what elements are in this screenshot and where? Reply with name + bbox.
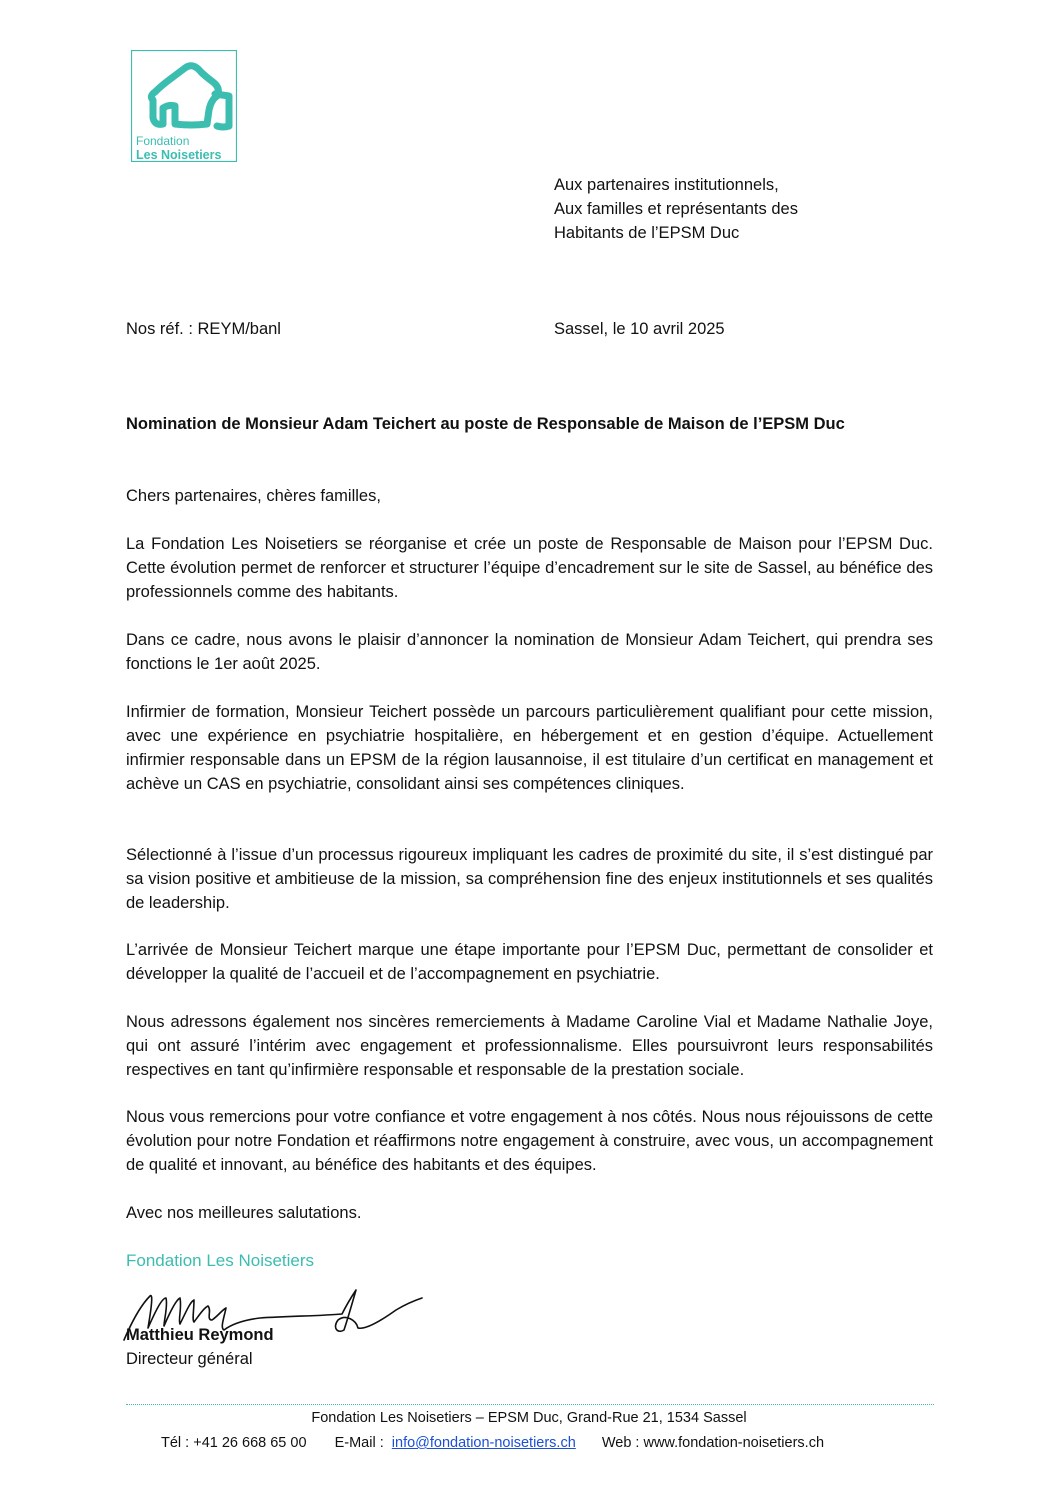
body-paragraph: La Fondation Les Noisetiers se réorganise et crée un poste de Responsable de Maison pour l’EPSM Duc. Cette évolution permet de renforcer et structurer l’équipe d’encadrement sur le site de Sassel, au bénéfice des professionnels comme des habitants. [126, 535, 933, 601]
salutation: Chers partenaires, chères familles, [126, 487, 381, 505]
footer-email-label: E-Mail : [334, 1435, 384, 1451]
footer-address: Fondation Les Noisetiers – EPSM Duc, Grand-Rue 21, 1534 Sassel [311, 1410, 747, 1426]
recipient-line: Aux partenaires institutionnels, [554, 176, 779, 194]
recipient-block [554, 173, 798, 245]
closing: Avec nos meilleures salutations. [126, 1204, 362, 1222]
subject-line: Nomination de Monsieur Adam Teichert au poste de Responsable de Maison de l’EPSM Duc [126, 415, 845, 433]
reference: Nos réf. : REYM/banl [126, 320, 281, 338]
signature-organization: Fondation Les Noisetiers [126, 1251, 315, 1270]
footer-phone: Tél : +41 26 668 65 00 [161, 1435, 307, 1451]
recipient-line: Habitants de l’EPSM Duc [554, 224, 740, 242]
body-paragraph: Infirmier de formation, Monsieur Teichert possède un parcours particulièrement qualifiant pour cette mission, avec une expérience en psychiatrie hospitalière, en hébergement et en gestion d’équipe. Actuellement infirmier responsable dans un EPSM de la région lausannoise, il est titulaire d’un certificat en management et achève un CAS en psychiatrie, consolidant ainsi ses compétences cliniques. [126, 703, 933, 793]
signatory-name: Matthieu Reymond [126, 1326, 274, 1344]
logo-text-name: Les Noisetiers [136, 148, 222, 162]
body-paragraph: Sélectionné à l’issue d’un processus rigoureux impliquant les cadres de proximité du site, il s’est distingué par sa vision positive et ambitieuse de la mission, sa compréhension fine des enjeux institutionnels et ses qualités de leadership. [126, 846, 933, 912]
footer-web: Web : www.fondation-noisetiers.ch [601, 1435, 825, 1451]
logo-text-fondation: Fondation [136, 134, 190, 148]
body-paragraph: Nous adressons également nos sincères remerciements à Madame Caroline Vial et Madame Nathalie Joye, qui ont assuré l’intérim avec engagement et professionnalisme. Elles poursuivront leurs responsabilités respectives en tant qu’infirmière responsable et responsable de la prestation sociale. [126, 1013, 933, 1079]
place-date: Sassel, le 10 avril 2025 [554, 320, 725, 338]
body-paragraph: Nous vous remercions pour votre confiance et votre engagement à nos côtés. Nous nous réjouissons de cette évolution pour notre Fondation et réaffirmons notre engagement à construire, avec vous, un accompagnement de qualité et innovant, au bénéfice des habitants et des équipes. [126, 1108, 933, 1174]
footer-email-link[interactable]: info@fondation-noisetiers.ch [391, 1435, 576, 1451]
signatory-title: Directeur général [126, 1350, 253, 1368]
footer-divider [126, 1404, 934, 1405]
footer-contact [161, 1433, 824, 1453]
body-paragraph: L’arrivée de Monsieur Teichert marque une étape importante pour l’EPSM Duc, permettant de consolider et développer la qualité de l’accueil et de l’accompagnement en psychiatrie. [126, 941, 933, 983]
body-paragraph: Dans ce cadre, nous avons le plaisir d’annoncer la nomination de Monsieur Adam Teichert, qui prendra ses fonctions le 1er août 2025. [126, 631, 933, 673]
recipient-line: Aux familles et représentants des [554, 200, 798, 218]
